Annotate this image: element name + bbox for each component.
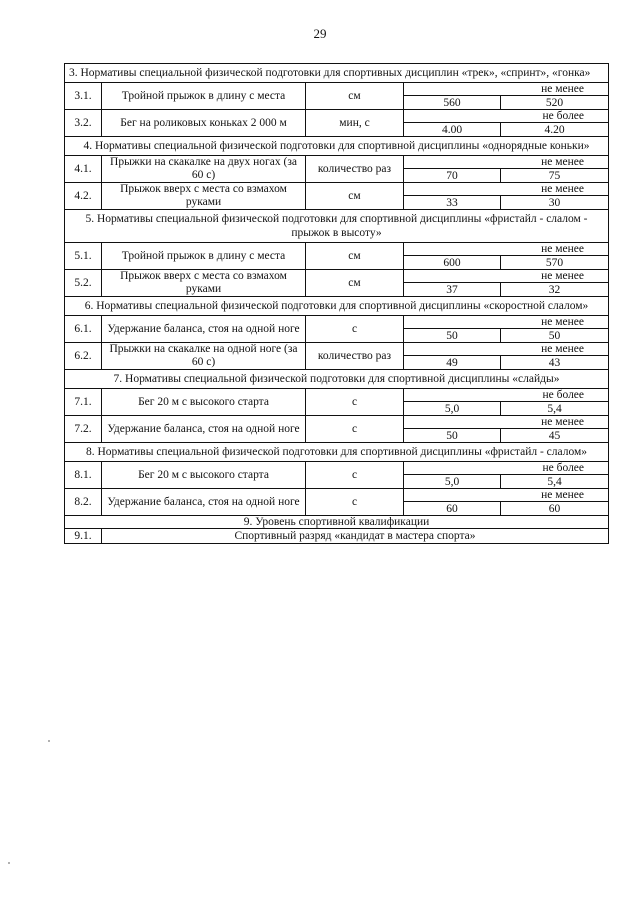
condition: не более bbox=[404, 389, 609, 402]
unit: с bbox=[306, 489, 404, 516]
section-header-row bbox=[65, 137, 609, 156]
exercise-name: Прыжок вверх с места со взмахом руками bbox=[102, 183, 306, 210]
section-header-row bbox=[65, 443, 609, 462]
exercise-name: Удержание баланса, стоя на одной ноге bbox=[102, 489, 306, 516]
value-2: 60 bbox=[501, 502, 609, 516]
value-2: 5,4 bbox=[501, 402, 609, 416]
row-number: 8.2. bbox=[65, 489, 102, 516]
row-number: 8.1. bbox=[65, 462, 102, 489]
table-row bbox=[65, 489, 609, 502]
value-2: 5,4 bbox=[501, 475, 609, 489]
value-1: 5,0 bbox=[404, 402, 501, 416]
condition: не более bbox=[404, 110, 609, 123]
table-row bbox=[65, 270, 609, 283]
value-2: 50 bbox=[501, 329, 609, 343]
condition: не менее bbox=[404, 316, 609, 329]
section-header-row bbox=[65, 64, 609, 83]
condition: не менее bbox=[404, 343, 609, 356]
scan-speck bbox=[8, 862, 10, 864]
exercise-name: Бег 20 м с высокого старта bbox=[102, 462, 306, 489]
exercise-name: Прыжки на скакалке на двух ногах (за 60 с) bbox=[102, 156, 306, 183]
exercise-name: Удержание баланса, стоя на одной ноге bbox=[102, 416, 306, 443]
unit: см bbox=[306, 243, 404, 270]
section-header: 3. Нормативы специальной физической подготовки для спортивных дисциплин «трек», «спринт», «гонка» bbox=[65, 64, 609, 83]
section-header-row bbox=[65, 297, 609, 316]
section-header: 5. Нормативы специальной физической подготовки для спортивной дисциплины «фристайл - слалом - прыжок в высоту» bbox=[65, 210, 609, 243]
unit: количество раз bbox=[306, 343, 404, 370]
row-number: 7.1. bbox=[65, 389, 102, 416]
unit: с bbox=[306, 389, 404, 416]
row-number: 7.2. bbox=[65, 416, 102, 443]
table-row bbox=[65, 462, 609, 475]
value-1: 50 bbox=[404, 429, 501, 443]
table-row bbox=[65, 156, 609, 169]
exercise-name: Прыжки на скакалке на одной ноге (за 60 с) bbox=[102, 343, 306, 370]
unit: с bbox=[306, 316, 404, 343]
condition: не менее bbox=[404, 183, 609, 196]
value-1: 5,0 bbox=[404, 475, 501, 489]
qualification-text: Спортивный разряд «кандидат в мастера спорта» bbox=[102, 529, 609, 544]
exercise-name: Удержание баланса, стоя на одной ноге bbox=[102, 316, 306, 343]
page-number: 29 bbox=[313, 26, 327, 41]
table-row bbox=[65, 243, 609, 256]
unit: см bbox=[306, 270, 404, 297]
unit: с bbox=[306, 462, 404, 489]
standards-table bbox=[64, 63, 609, 544]
row-number: 6.1. bbox=[65, 316, 102, 343]
row-number: 9.1. bbox=[65, 529, 102, 544]
row-number: 3.2. bbox=[65, 110, 102, 137]
row-number: 5.2. bbox=[65, 270, 102, 297]
condition: не менее bbox=[404, 156, 609, 169]
condition: не менее bbox=[404, 489, 609, 502]
condition: не менее bbox=[404, 416, 609, 429]
value-2: 570 bbox=[501, 256, 609, 270]
condition: не менее bbox=[404, 243, 609, 256]
value-2: 45 bbox=[501, 429, 609, 443]
value-2: 32 bbox=[501, 283, 609, 297]
section-header: 8. Нормативы специальной физической подготовки для спортивной дисциплины «фристайл - слалом» bbox=[65, 443, 609, 462]
value-1: 33 bbox=[404, 196, 501, 210]
value-1: 600 bbox=[404, 256, 501, 270]
row-number: 4.2. bbox=[65, 183, 102, 210]
unit: количество раз bbox=[306, 156, 404, 183]
table-row bbox=[65, 416, 609, 429]
exercise-name: Тройной прыжок в длину с места bbox=[102, 243, 306, 270]
value-1: 50 bbox=[404, 329, 501, 343]
exercise-name: Тройной прыжок в длину с места bbox=[102, 83, 306, 110]
table-row bbox=[65, 110, 609, 123]
unit: см bbox=[306, 83, 404, 110]
value-2: 30 bbox=[501, 196, 609, 210]
value-2: 520 bbox=[501, 96, 609, 110]
section-header: 4. Нормативы специальной физической подготовки для спортивной дисциплины «однорядные коньки» bbox=[65, 137, 609, 156]
table-row bbox=[65, 389, 609, 402]
section-header-row bbox=[65, 516, 609, 529]
table-row bbox=[65, 316, 609, 329]
unit: см bbox=[306, 183, 404, 210]
row-number: 5.1. bbox=[65, 243, 102, 270]
value-2: 43 bbox=[501, 356, 609, 370]
value-1: 60 bbox=[404, 502, 501, 516]
table-row bbox=[65, 529, 609, 544]
row-number: 4.1. bbox=[65, 156, 102, 183]
unit: мин, с bbox=[306, 110, 404, 137]
section-header: 9. Уровень спортивной квалификации bbox=[65, 516, 609, 529]
scan-speck bbox=[48, 740, 50, 742]
section-header: 7. Нормативы специальной физической подготовки для спортивной дисциплины «слайды» bbox=[65, 370, 609, 389]
table-row bbox=[65, 183, 609, 196]
value-2: 75 bbox=[501, 169, 609, 183]
value-1: 49 bbox=[404, 356, 501, 370]
value-1: 37 bbox=[404, 283, 501, 297]
exercise-name: Прыжок вверх с места со взмахом руками bbox=[102, 270, 306, 297]
table-row bbox=[65, 343, 609, 356]
section-header-row bbox=[65, 370, 609, 389]
exercise-name: Бег 20 м с высокого старта bbox=[102, 389, 306, 416]
row-number: 3.1. bbox=[65, 83, 102, 110]
condition: не более bbox=[404, 462, 609, 475]
value-2: 4.20 bbox=[501, 123, 609, 137]
value-1: 70 bbox=[404, 169, 501, 183]
unit: с bbox=[306, 416, 404, 443]
condition: не менее bbox=[404, 270, 609, 283]
section-header: 6. Нормативы специальной физической подготовки для спортивной дисциплины «скоростной слалом» bbox=[65, 297, 609, 316]
row-number: 6.2. bbox=[65, 343, 102, 370]
value-1: 4.00 bbox=[404, 123, 501, 137]
condition: не менее bbox=[404, 83, 609, 96]
table-row bbox=[65, 83, 609, 96]
value-1: 560 bbox=[404, 96, 501, 110]
exercise-name: Бег на роликовых коньках 2 000 м bbox=[102, 110, 306, 137]
section-header-row bbox=[65, 210, 609, 243]
